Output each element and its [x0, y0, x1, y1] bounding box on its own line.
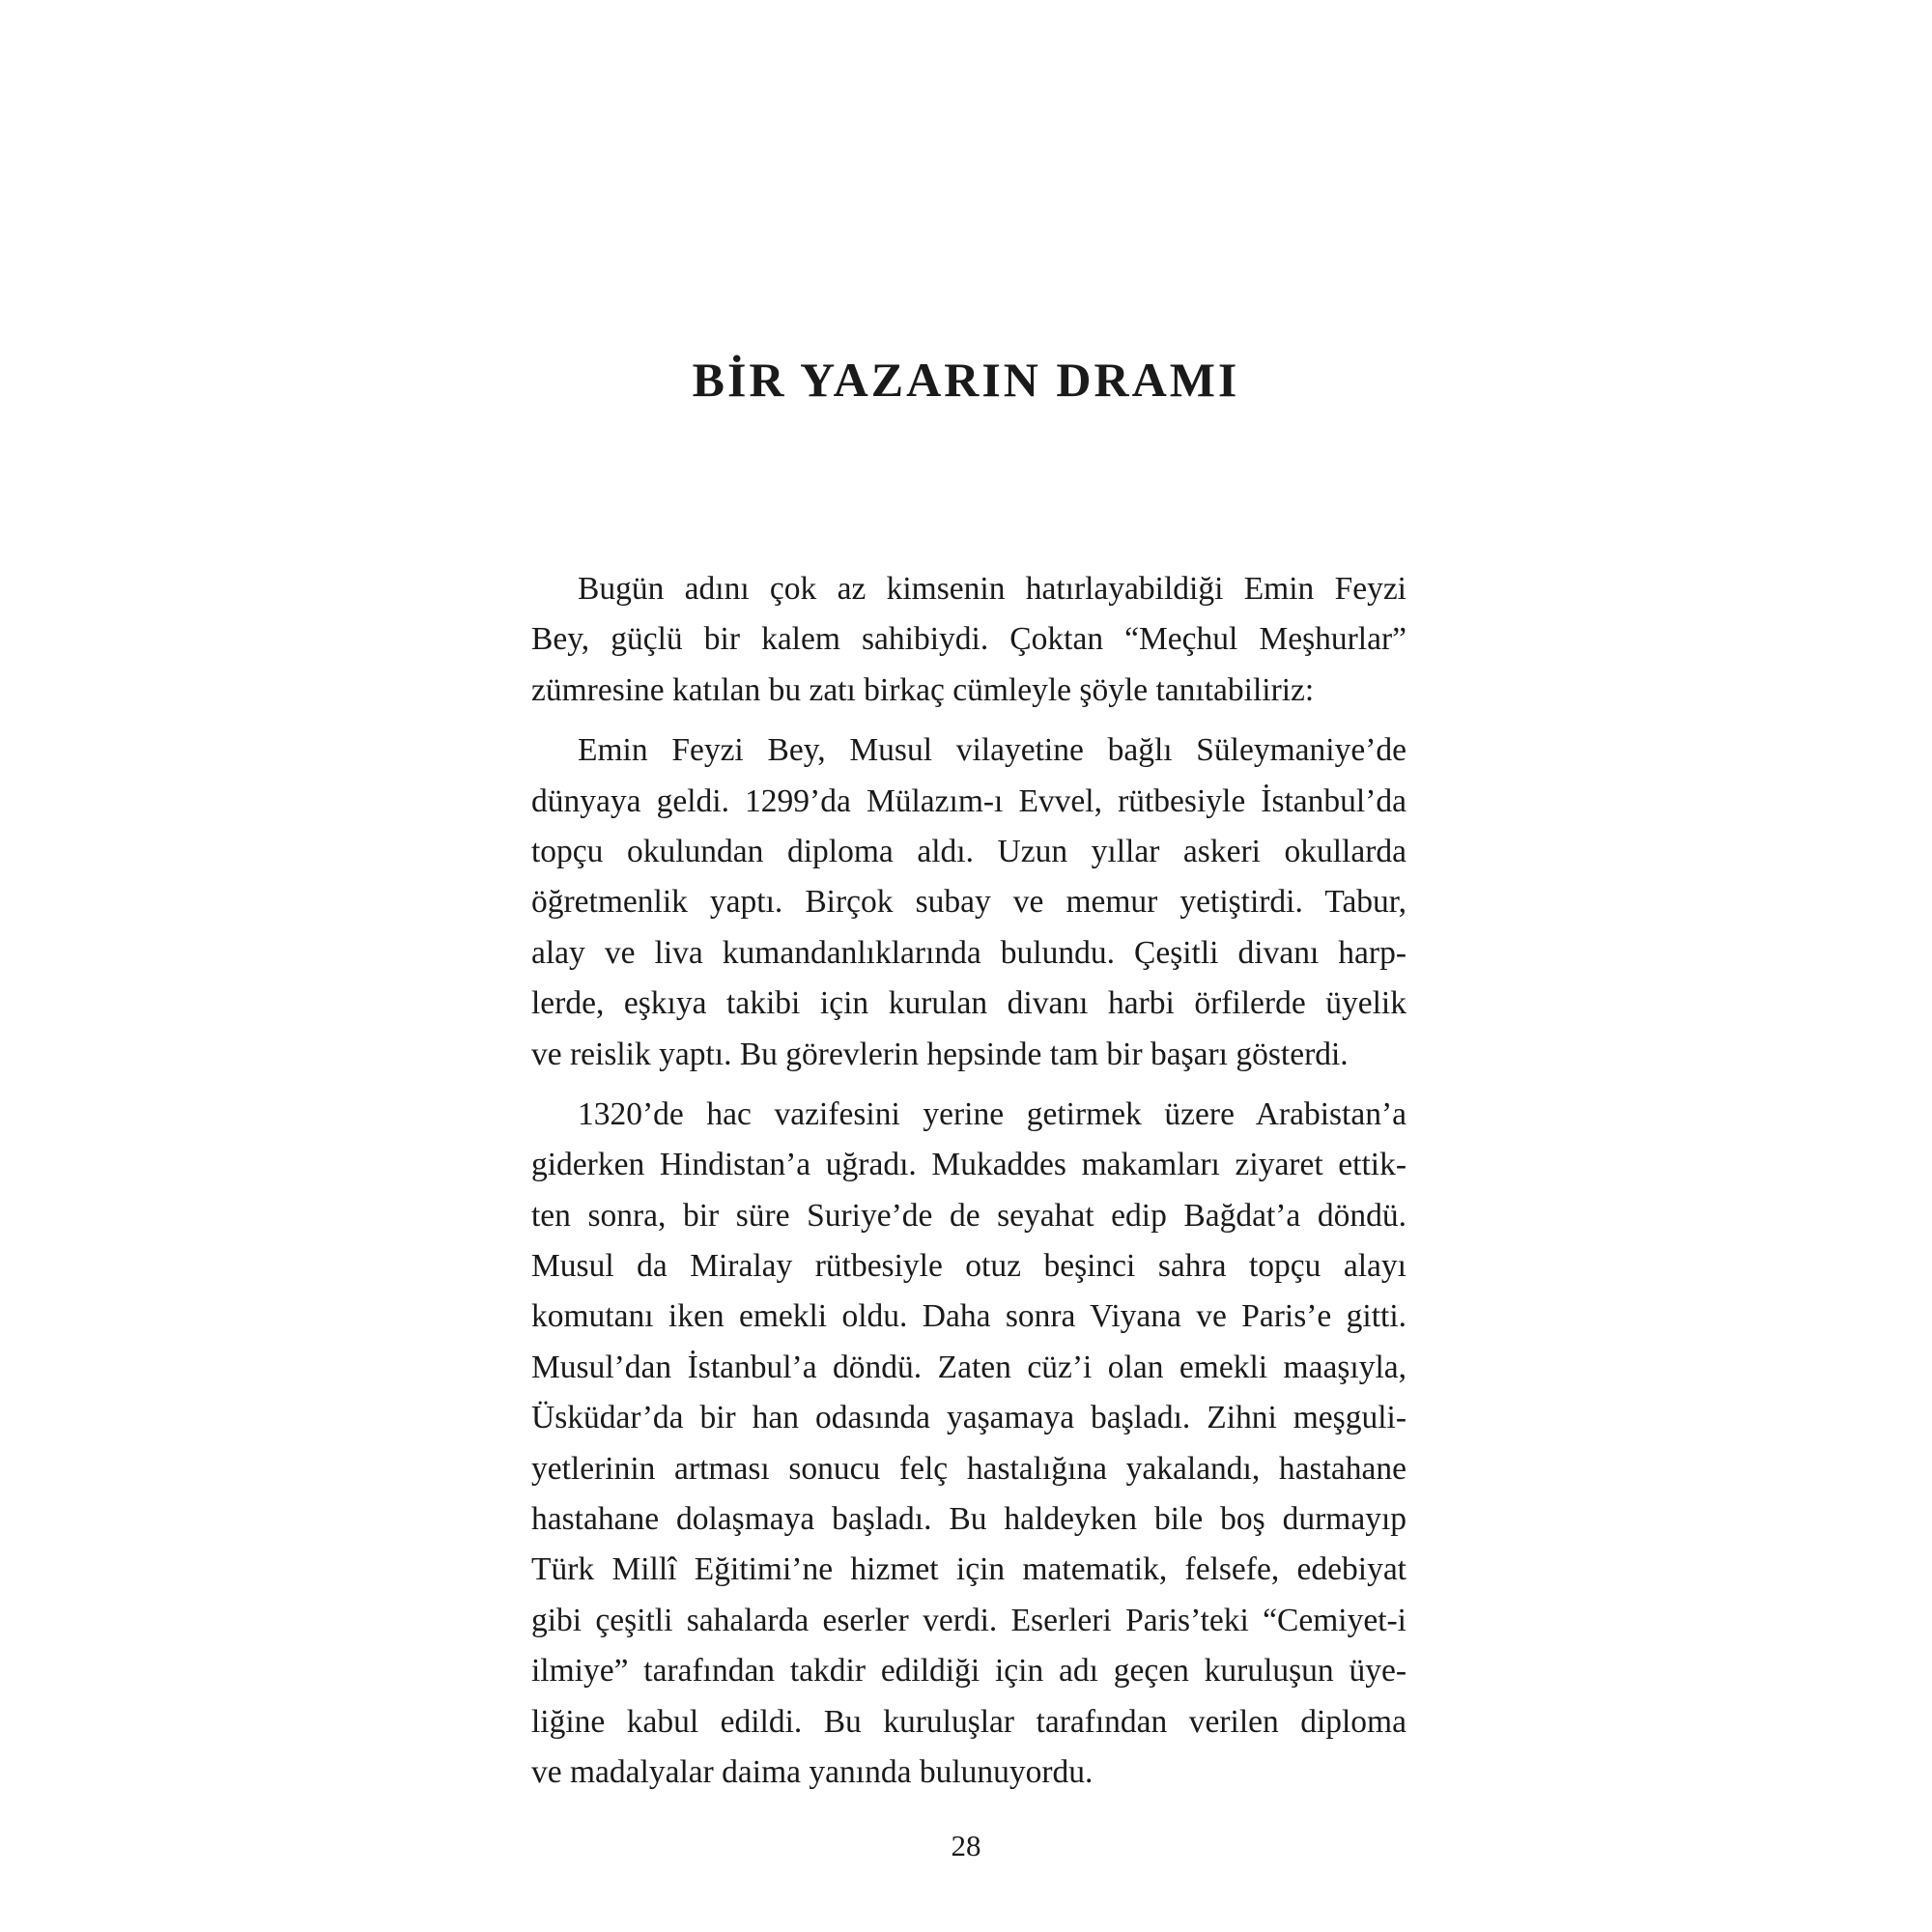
paragraph-1-line-1: Bugün adını çok az kimsenin hatırlayabildiği Emin Feyzi	[578, 571, 1406, 607]
body-text	[531, 564, 1406, 1798]
paragraph-2-line-2: dünyaya geldi. 1299’da Mülazım-ı Evvel, rütbesiyle İstanbul’da	[531, 782, 1406, 819]
paragraph-3-line-11: gibi çeşitli sahalarda eserler verdi. Eserleri Paris’teki “Cemiyet-i	[531, 1602, 1406, 1638]
paragraph-2-line-6: lerde, eşkıya takibi için kurulan divanı harbi örfilerde üyelik	[531, 985, 1406, 1022]
paragraph-3-line-7: Üsküdar’da bir han odasında yaşamaya başladı. Zihni meşguli-	[531, 1400, 1406, 1436]
paragraph-2-line-3: topçu okulundan diploma aldı. Uzun yıllar askeri okullarda	[531, 833, 1406, 869]
paragraph-gap	[531, 1080, 1406, 1090]
paragraph-2-line-4: öğretmenlik yaptı. Birçok subay ve memur yetiştirdi. Tabur,	[531, 884, 1406, 921]
paragraph-3-line-12: ilmiye” tarafından takdir edildiği için adı geçen kuruluşun üye-	[531, 1653, 1406, 1690]
paragraph-3-line-6: Musul’dan İstanbul’a döndü. Zaten cüz’i olan emekli maaşıyla,	[531, 1349, 1406, 1385]
paragraph-2-line-7: ve reislik yaptı. Bu görevlerin hepsinde tam bir başarı gösterdi.	[531, 1036, 1349, 1072]
paragraph-3-line-4: Musul da Miralay rütbesiyle otuz beşinci sahra topçu alayı	[531, 1248, 1406, 1285]
paragraph-1-line-2: Bey, güçlü bir kalem sahibiydi. Çoktan “Meçhul Meşhurlar”	[531, 621, 1406, 658]
paragraph-gap	[531, 716, 1406, 725]
paragraph-3-line-5: komutanı iken emekli oldu. Daha sonra Viyana ve Paris’e gitti.	[531, 1298, 1406, 1335]
paragraph-3-line-1: 1320’de hac vazifesini yerine getirmek üzere Arabistan’a	[578, 1095, 1406, 1132]
paragraph-3-line-9: hastahane dolaşmaya başladı. Bu haldeyken bile boş durmayıp	[531, 1501, 1406, 1538]
paragraph-3-line-10: Türk Millî Eğitimi’ne hizmet için matematik, felsefe, edebiyat	[531, 1551, 1406, 1588]
paragraph-2-line-1: Emin Feyzi Bey, Musul vilayetine bağlı Süleymaniye’de	[578, 732, 1406, 769]
paragraph-2-line-5: alay ve liva kumandanlıklarında bulundu. Çeşitli divanı harp-	[531, 934, 1406, 971]
paragraph-3-line-13: liğine kabul edildi. Bu kuruluşlar tarafından verilen diploma	[531, 1703, 1406, 1740]
paragraph-3-line-8: yetlerinin artması sonucu felç hastalığına yakalandı, hastahane	[531, 1450, 1406, 1487]
chapter-title: BİR YAZARIN DRAMI	[692, 353, 1240, 407]
paragraph-3-line-3: ten sonra, bir süre Suriye’de de seyahat edip Bağdat’a döndü.	[531, 1197, 1406, 1234]
paragraph-3-line-14: ve madalyalar daima yanında bulunuyordu.	[531, 1753, 1094, 1790]
paragraph-1-line-3: zümresine katılan bu zatı birkaç cümleyle şöyle tanıtabiliriz:	[531, 671, 1315, 708]
paragraph-3-line-2: giderken Hindistan’a uğradı. Mukaddes makamları ziyaret ettik-	[531, 1147, 1406, 1183]
page-number: 28	[951, 1829, 981, 1862]
